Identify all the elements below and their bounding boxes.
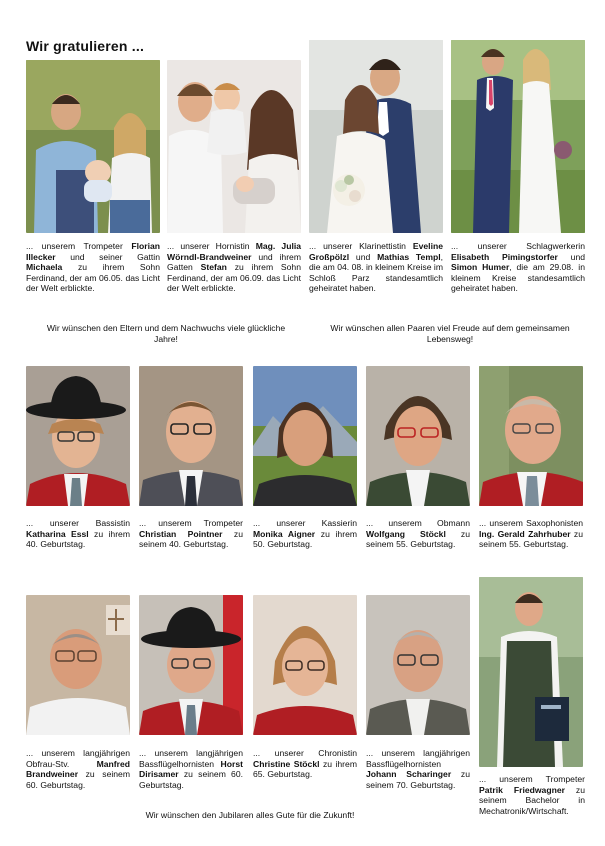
- caption-wolfgang-stoeckl: ... unserem Obmann Wolfgang Stöckl zu seinem 55. Geburtstag.: [366, 518, 470, 550]
- photo-gerald-zahrhuber: [479, 366, 583, 506]
- photo-family-woerndl: [167, 60, 301, 233]
- photo-monika-aigner: [253, 366, 357, 506]
- photo-wolfgang-stoeckl: [366, 366, 470, 506]
- caption-monika-aigner: ... unserer Kassierin Monika Aigner zu ihrem 50. Geburtstag.: [253, 518, 358, 550]
- caption-christian-pointner: ... unserem Trompeter Christian Pointner zu seinem 40. Geburtstag.: [139, 518, 243, 550]
- photo-katharina-essl: [26, 366, 130, 506]
- wish-jubilare: Wir wünschen den Jubilaren alles Gute für die Zukunft!: [145, 810, 355, 820]
- photo-christine-stoeckl: [253, 595, 357, 735]
- caption-illecker: ... unserem Trompeter Florian Illecker und seiner Gattin Michaela zu ihrem Sohn Ferdinand, der am 06.05. das Licht der Welt erblickte.: [26, 241, 160, 294]
- caption-gerald-zahrhuber: ... unserem Saxophonisten Ing. Gerald Zahrhuber zu seinem 55. Geburtstag.: [479, 518, 583, 550]
- caption-johann-scharinger: ... unserem langjährigen Bassflügelhornisten Johann Scharinger zu seinem 70. Geburtstag.: [366, 748, 470, 790]
- photo-johann-scharinger: [366, 595, 470, 735]
- caption-patrik-friedwagner: ... unserem Trompeter Patrik Friedwagner zu seinem Bachelor in Mechatronik/Wirtschaft.: [479, 774, 585, 816]
- caption-manfred-brandweiner: ... unserem langjährigen Obfrau-Stv. Manfred Brandweiner zu seinem 60. Geburtstag.: [26, 748, 130, 790]
- wish-couples: Wir wünschen allen Paaren viel Freude auf dem gemeinsamen Lebensweg!: [330, 323, 570, 344]
- photo-christian-pointner: [139, 366, 243, 506]
- photo-horst-dirisamer: [139, 595, 243, 735]
- photo-manfred-brandweiner: [26, 595, 130, 735]
- photo-wedding-grosspoelzl-templ: [309, 40, 443, 233]
- wish-parents: Wir wünschen den Eltern und dem Nachwuchs viele glückliche Jahre!: [46, 323, 286, 344]
- caption-christine-stoeckl: ... unserer Chronistin Christine Stöckl zu ihrem 65. Geburtstag.: [253, 748, 357, 780]
- photo-family-illecker: [26, 60, 160, 233]
- caption-woerndl: ... unserer Hornistin Mag. Julia Wörndl-Brandweiner und ihrem Gatten Stefan zu ihrem Sohn Ferdinand, der am 06.09. das Licht der Welt erblickte.: [167, 241, 302, 294]
- caption-katharina-essl: ... unserer Bassistin Katharina Essl zu ihrem 40. Geburtstag.: [26, 518, 130, 550]
- page-title: Wir gratulieren ...: [26, 38, 145, 54]
- caption-pimingstorfer-humer: ... unserer Schlagwerkerin Elisabeth Pimingstorfer und Simon Humer, die am 29.08. in kleinem Kreise standesamtlich geheiratet haben.: [451, 241, 585, 294]
- caption-grosspoelzl-templ: ... unserer Klarinettistin Eveline Großpölzl und Mathias Templ, die am 04. 08. in kleinem Kreise im Schloß Parz standesamtlich geheiratet haben.: [309, 241, 443, 294]
- photo-wedding-pimingstorfer-humer: [451, 40, 585, 233]
- photo-patrik-friedwagner: [479, 577, 583, 767]
- caption-horst-dirisamer: ... unserem langjährigen Bassflügelhornisten Horst Dirisamer zu seinem 60. Geburtstag.: [139, 748, 243, 790]
